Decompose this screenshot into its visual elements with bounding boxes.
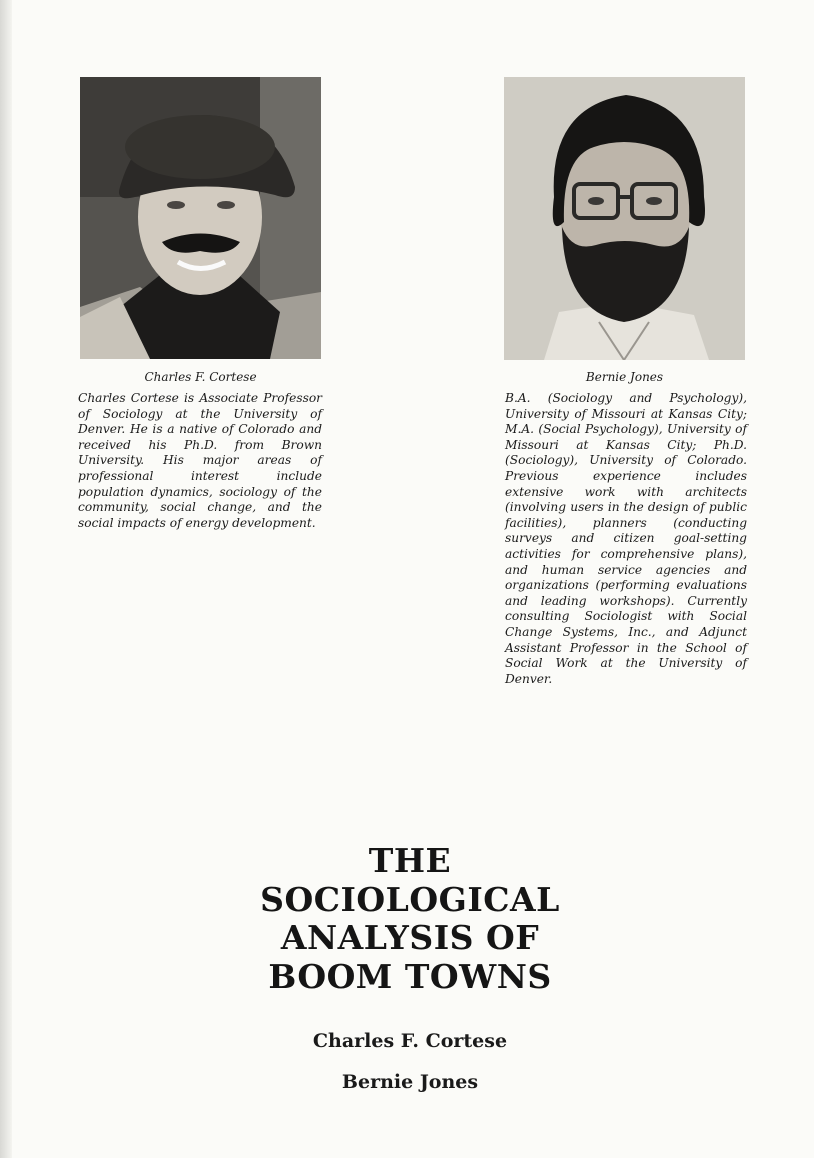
portrait-caption-cortese: Charles F. Cortese: [144, 370, 257, 384]
portrait-photo-cortese: [80, 77, 321, 359]
title-line: ANALYSIS OF: [280, 918, 540, 957]
title-line: SOCIOLOGICAL: [260, 879, 560, 919]
title-line: BOOM TOWNS: [268, 956, 552, 996]
page-edge-shadow: [0, 0, 12, 1158]
portrait-caption-jones: Bernie Jones: [585, 370, 664, 384]
article-author: Charles F. Cortese: [312, 1030, 508, 1052]
author-bio-jones: B.A. (Sociology and Psychology), University of Missouri at Kansas City; M.A. (Social Psychology), University of Missouri at Kansas City; Ph.D. (Sociology), University of Colorado. Previous experience includes extensive work with architects (involving users in the design of public facilities), planners (conducting surveys and citizen goal-setting activities for comprehensive plans), and human service agencies and organizations (performing evaluations and leading workshops). Currently consulting Sociologist with Social Change Systems, Inc., and Adjunct Assistant Professor in the School of Social Work at the University of Denver.: [505, 391, 747, 686]
article-title: [200, 842, 620, 996]
author-bio-cortese: Charles Cortese is Associate Professor of Sociology at the University of Denver. He is a native of Colorado and received his Ph.D. from Brown University. His major areas of professional interest include population dynamics, sociology of the community, social change, and the social impacts of energy development.: [78, 391, 322, 530]
title-line: THE: [368, 841, 452, 880]
portrait-photo-jones: [504, 77, 745, 360]
article-author: Bernie Jones: [341, 1071, 479, 1093]
